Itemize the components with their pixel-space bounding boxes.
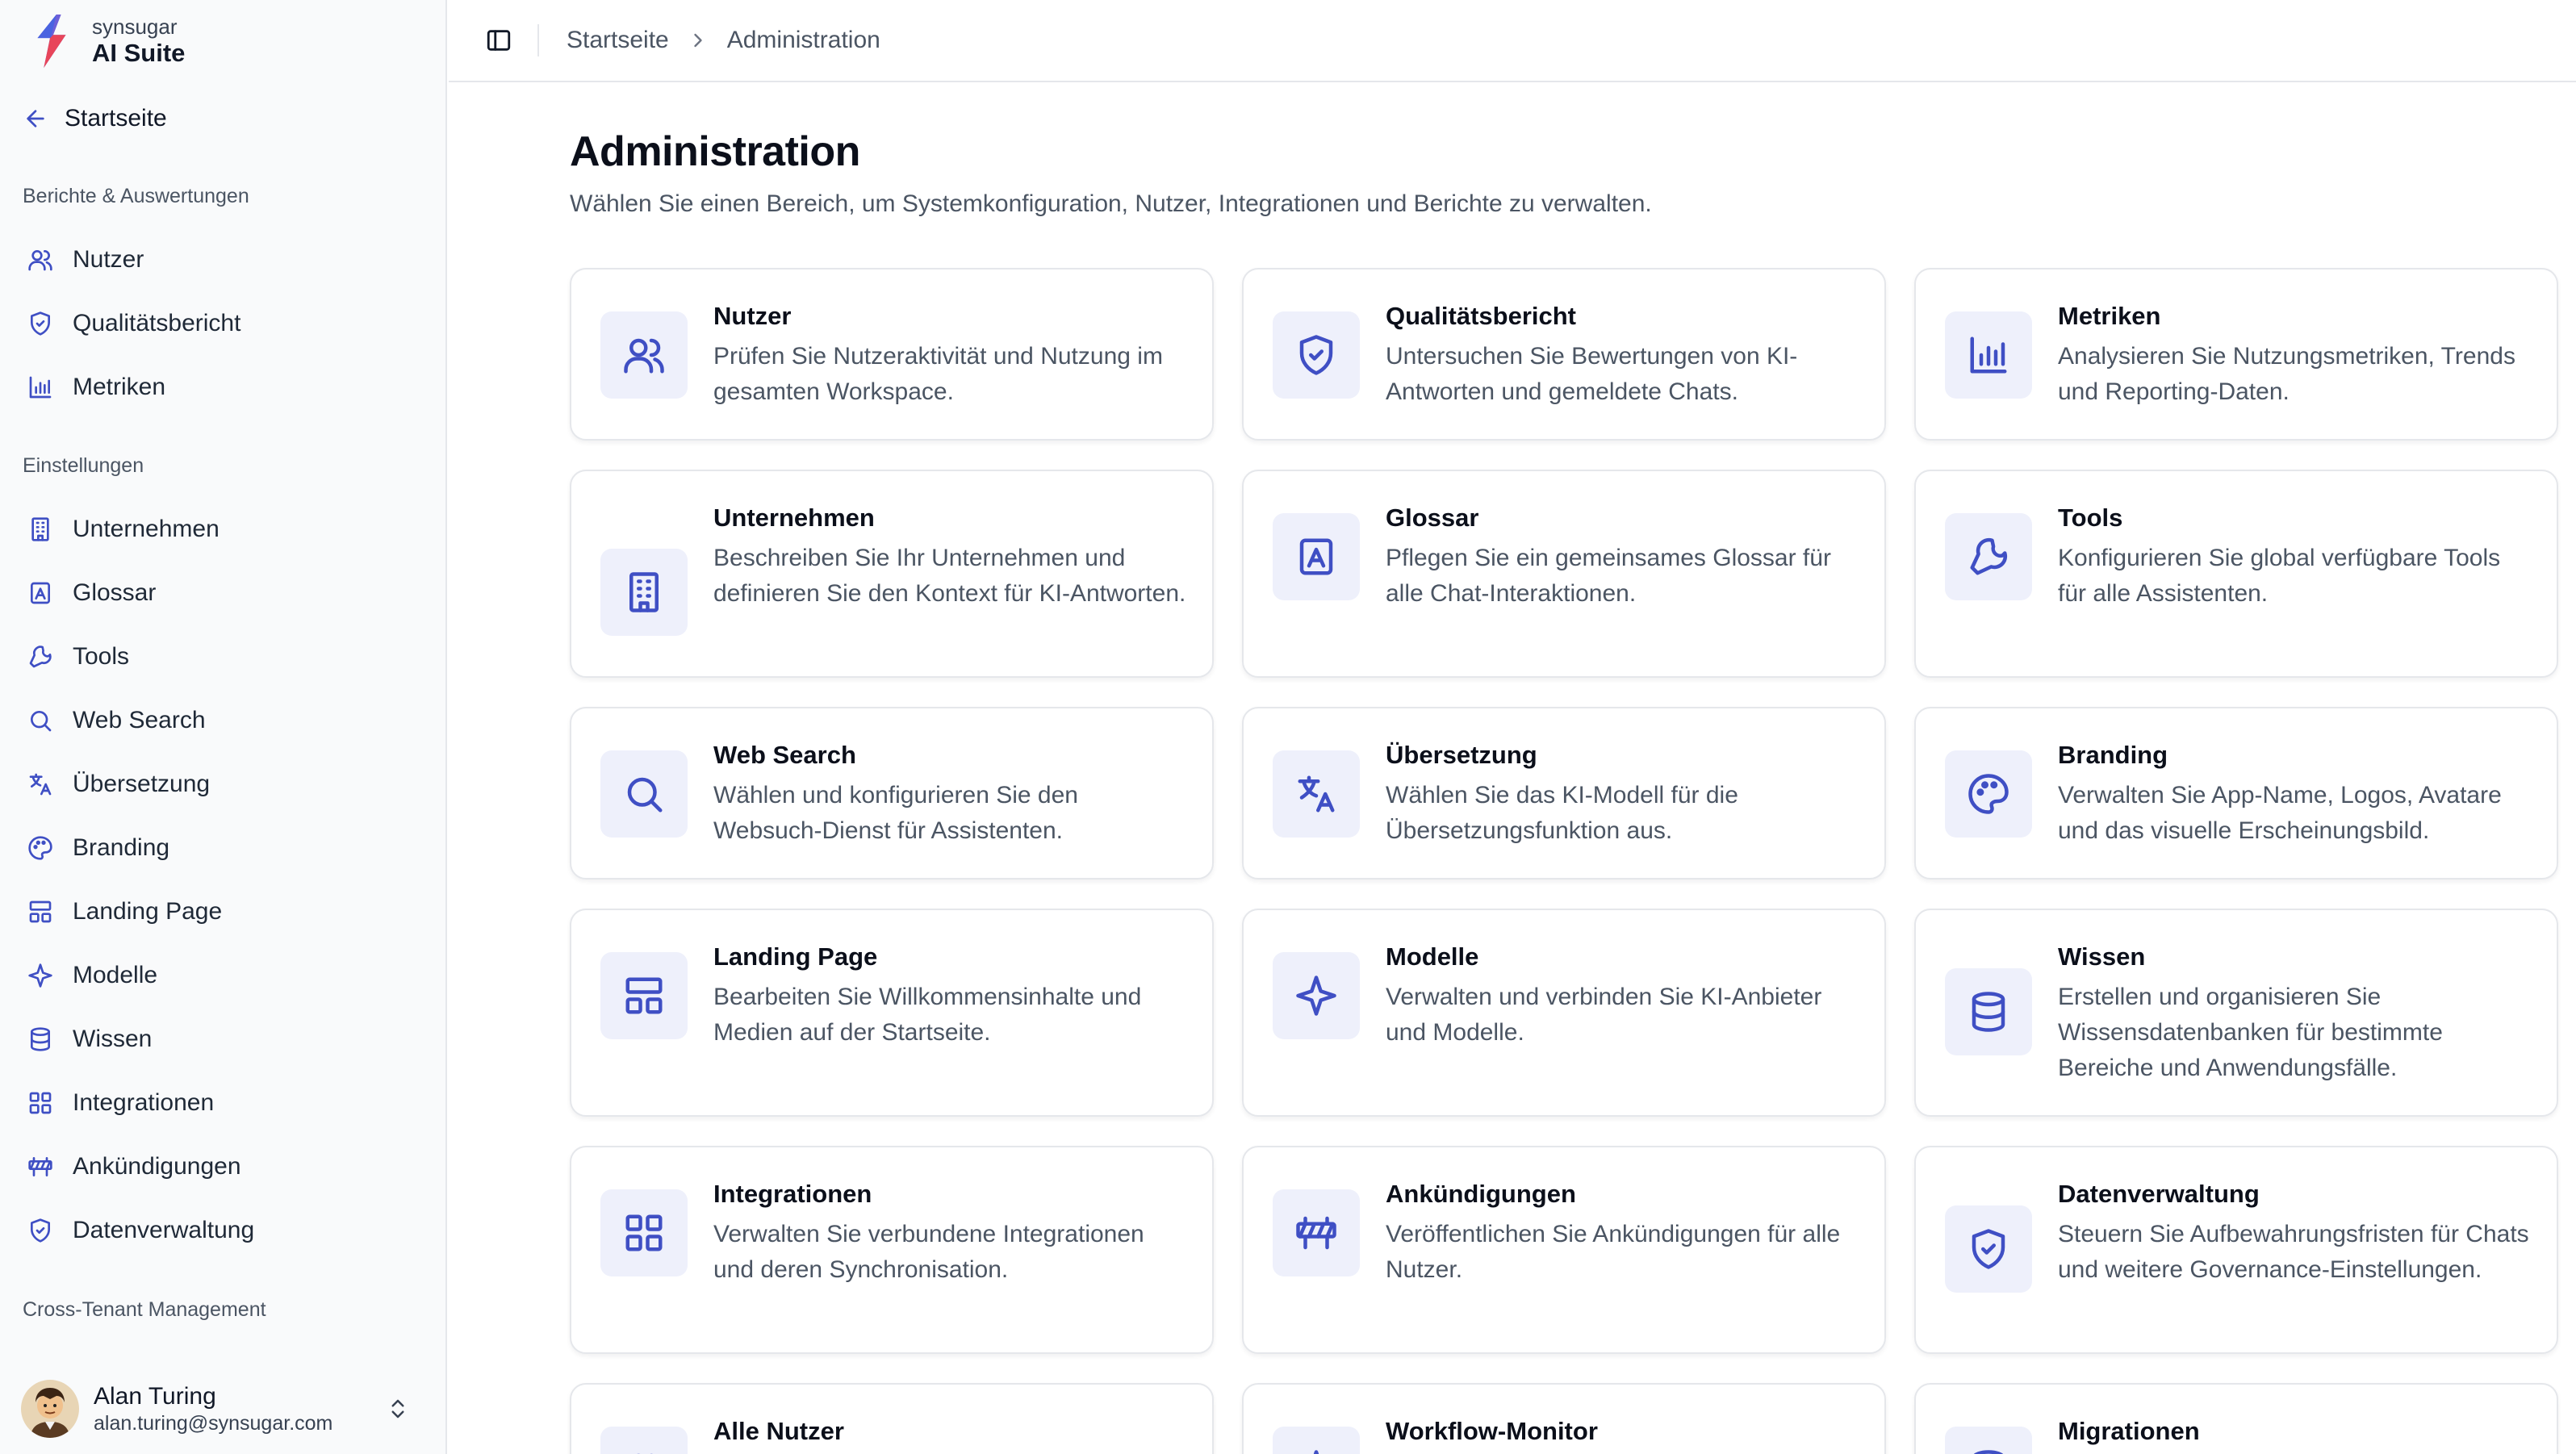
- palette-icon: [21, 829, 60, 867]
- card-title: Datenverwaltung: [2058, 1180, 2260, 1208]
- card-description: Prüfen Sie Nutzeraktivität und Nutzung im gesamten Workspace.: [713, 343, 1163, 405]
- users-icon: [21, 240, 60, 279]
- database-icon: [21, 1020, 60, 1059]
- user-name: Alan Turing: [94, 1383, 216, 1410]
- card-title: Qualitätsbericht: [1386, 302, 1576, 330]
- translate-icon: [1273, 750, 1360, 838]
- card-glossar[interactable]: [1242, 470, 1886, 678]
- card-datenverwaltung[interactable]: [1914, 1146, 2558, 1354]
- shield-check-icon: [1945, 1205, 2032, 1293]
- card-title: Unternehmen: [713, 503, 875, 532]
- search-icon: [21, 701, 60, 740]
- sidebar-item-label: Glossar: [73, 579, 157, 606]
- card-title: Integrationen: [713, 1180, 872, 1208]
- back-link-label: Startseite: [65, 105, 167, 132]
- database-icon: [1945, 968, 2032, 1055]
- card-description: Analysieren Sie Nutzungsmetriken, Trends und Reporting-Daten.: [2058, 343, 2515, 405]
- back-to-home-link[interactable]: [23, 98, 426, 139]
- card-description: Bearbeiten Sie Willkommensinhalte und Medien auf der Startseite.: [713, 984, 1142, 1046]
- card-description: Verwalten Sie App-Name, Logos, Avatare und das visuelle Erscheinungsbild.: [2058, 782, 2502, 844]
- card-title: Alle Nutzer: [713, 1417, 844, 1445]
- bar-chart-icon: [1945, 311, 2032, 399]
- sidebar-item-metriken[interactable]: [13, 361, 434, 413]
- card-qualitaetsbericht[interactable]: [1242, 268, 1886, 441]
- sidebar-item-datenverwaltung[interactable]: [13, 1205, 434, 1256]
- card-title: Wissen: [2058, 942, 2146, 971]
- sidebar-item-landing-page[interactable]: [13, 886, 434, 938]
- divider: [537, 24, 539, 56]
- page-title: Administration: [570, 128, 860, 175]
- book-icon: [21, 574, 60, 612]
- user-menu[interactable]: [13, 1372, 434, 1446]
- chevron-right-icon: [687, 29, 709, 52]
- card-migrationen[interactable]: [1914, 1383, 2558, 1454]
- card-description: Beschreiben Sie Ihr Unternehmen und definieren Sie den Kontext für KI-Antworten.: [713, 545, 1186, 607]
- sidebar-item-label: Modelle: [73, 962, 158, 988]
- sidebar-item-tools[interactable]: [13, 631, 434, 683]
- sidebar-item-modelle[interactable]: [13, 950, 434, 1001]
- card-title: Tools: [2058, 503, 2123, 532]
- sidebar-item-label: Tools: [73, 643, 130, 670]
- sidebar-item-qualitaetsbericht[interactable]: [13, 298, 434, 349]
- card-title: Migrationen: [2058, 1417, 2200, 1445]
- grid-icon: [600, 1189, 688, 1276]
- database-icon: [1945, 1427, 2032, 1454]
- sidebar-item-label: Integrationen: [73, 1089, 215, 1116]
- card-uebersetzung[interactable]: [1242, 707, 1886, 880]
- book-icon: [1273, 513, 1360, 600]
- sidebar-item-glossar[interactable]: [13, 567, 434, 619]
- card-description: Konfigurieren Sie global verfügbare Tools für alle Assistenten.: [2058, 545, 2501, 607]
- sparkle-icon: [1273, 1427, 1360, 1454]
- sidebar-item-label: Branding: [73, 834, 170, 861]
- grid-icon: [21, 1084, 60, 1122]
- card-description: Wählen Sie das KI-Modell für die Übersetzungsfunktion aus.: [1386, 782, 1738, 844]
- sidebar-item-label: Wissen: [73, 1026, 153, 1052]
- brand-org: synsugar: [92, 15, 178, 39]
- card-wissen[interactable]: [1914, 909, 2558, 1117]
- card-modelle[interactable]: [1242, 909, 1886, 1117]
- card-alle-nutzer[interactable]: [570, 1383, 1214, 1454]
- topbar: [449, 0, 2576, 82]
- card-title: Modelle: [1386, 942, 1479, 971]
- card-title: Metriken: [2058, 302, 2161, 330]
- card-tools[interactable]: [1914, 470, 2558, 678]
- sparkle-icon: [1273, 952, 1360, 1039]
- layout-icon: [600, 952, 688, 1039]
- shield-check-icon: [1273, 311, 1360, 399]
- building-icon: [600, 549, 688, 636]
- layout-icon: [21, 892, 60, 931]
- card-description: Verwalten Sie verbundene Integrationen und deren Synchronisation.: [713, 1221, 1144, 1283]
- card-ankuendigungen[interactable]: [1242, 1146, 1886, 1354]
- sidebar-item-ankuendigungen[interactable]: [13, 1141, 434, 1193]
- breadcrumb: [567, 27, 880, 54]
- sidebar-item-wissen[interactable]: [13, 1013, 434, 1065]
- shield-check-icon: [21, 1211, 60, 1250]
- section-label-cross-tenant: Cross-Tenant Management: [23, 1298, 266, 1321]
- card-landing-page[interactable]: [570, 909, 1214, 1117]
- card-metriken[interactable]: [1914, 268, 2558, 441]
- avatar: [21, 1380, 79, 1438]
- breadcrumb-current: Administration: [726, 27, 880, 53]
- barrier-icon: [21, 1147, 60, 1186]
- users-icon: [600, 311, 688, 399]
- sidebar: [0, 0, 447, 1454]
- sidebar-item-label: Übersetzung: [73, 771, 211, 797]
- section-label-reports: Berichte & Auswertungen: [23, 185, 249, 207]
- card-description: Veröffentlichen Sie Ankündigungen für alle Nutzer.: [1386, 1221, 1841, 1283]
- page-subtitle: Wählen Sie einen Bereich, um Systemkonfiguration, Nutzer, Integrationen und Berichte zu verwalten.: [570, 190, 1652, 217]
- card-title: Übersetzung: [1386, 741, 1537, 769]
- sidebar-item-label: Qualitätsbericht: [73, 310, 241, 336]
- building-icon: [21, 510, 60, 549]
- card-description: Erstellen und organisieren Sie Wissensdatenbanken für bestimmte Bereiche und Anwendungsfälle.: [2058, 984, 2443, 1081]
- sidebar-toggle-button[interactable]: [478, 19, 520, 61]
- sparkle-icon: [21, 956, 60, 995]
- card-description: Steuern Sie Aufbewahrungsfristen für Chats und weitere Governance-Einstellungen.: [2058, 1221, 2529, 1283]
- shield-check-icon: [21, 304, 60, 343]
- wrench-icon: [21, 637, 60, 676]
- brand-name: AI Suite: [92, 39, 186, 67]
- bar-chart-icon: [21, 368, 60, 407]
- sidebar-item-branding[interactable]: [13, 822, 434, 874]
- card-title: Workflow-Monitor: [1386, 1417, 1598, 1445]
- card-branding[interactable]: [1914, 707, 2558, 880]
- card-title: Nutzer: [713, 302, 792, 330]
- card-unternehmen[interactable]: [570, 470, 1214, 678]
- card-description: Untersuchen Sie Bewertungen von KI-Antworten und gemeldete Chats.: [1386, 343, 1798, 405]
- panel-left-icon: [485, 27, 512, 54]
- breadcrumb-home[interactable]: Startseite: [567, 27, 669, 53]
- brand[interactable]: [29, 13, 185, 69]
- sidebar-item-label: Ankündigungen: [73, 1153, 241, 1180]
- card-workflow-monitor[interactable]: [1242, 1383, 1886, 1454]
- card-web-search[interactable]: [570, 707, 1214, 880]
- brand-logo-icon: [29, 13, 74, 69]
- sidebar-item-nutzer[interactable]: [13, 234, 434, 286]
- sidebar-item-label: Web Search: [73, 707, 206, 733]
- sidebar-item-label: Landing Page: [73, 898, 223, 925]
- card-description: Pflegen Sie ein gemeinsames Glossar für alle Chat-Interaktionen.: [1386, 545, 1831, 607]
- card-title: Landing Page: [713, 942, 878, 971]
- card-nutzer[interactable]: [570, 268, 1214, 441]
- search-icon: [600, 750, 688, 838]
- chevrons-up-down-icon: [386, 1397, 410, 1421]
- card-title: Ankündigungen: [1386, 1180, 1576, 1208]
- card-title: Branding: [2058, 741, 2168, 769]
- sidebar-item-uebersetzung[interactable]: [13, 758, 434, 810]
- barrier-icon: [1273, 1189, 1360, 1276]
- card-title: Web Search: [713, 741, 856, 769]
- sidebar-item-label: Nutzer: [73, 246, 144, 273]
- users-icon: [600, 1427, 688, 1454]
- sidebar-item-unternehmen[interactable]: [13, 503, 434, 555]
- arrow-left-icon: [23, 106, 48, 132]
- card-description: Wählen und konfigurieren Sie den Websuch-Dienst für Assistenten.: [713, 782, 1078, 844]
- sidebar-item-label: Metriken: [73, 374, 166, 400]
- user-email: alan.turing@synsugar.com: [94, 1412, 333, 1435]
- card-title: Glossar: [1386, 503, 1479, 532]
- section-label-settings: Einstellungen: [23, 454, 144, 477]
- sidebar-item-label: Datenverwaltung: [73, 1217, 255, 1243]
- sidebar-item-web-search[interactable]: [13, 695, 434, 746]
- palette-icon: [1945, 750, 2032, 838]
- sidebar-item-integrationen[interactable]: [13, 1077, 434, 1129]
- card-integrationen[interactable]: [570, 1146, 1214, 1354]
- translate-icon: [21, 765, 60, 804]
- card-description: Verwalten und verbinden Sie KI-Anbieter und Modelle.: [1386, 984, 1822, 1046]
- sidebar-item-label: Unternehmen: [73, 516, 220, 542]
- wrench-icon: [1945, 513, 2032, 600]
